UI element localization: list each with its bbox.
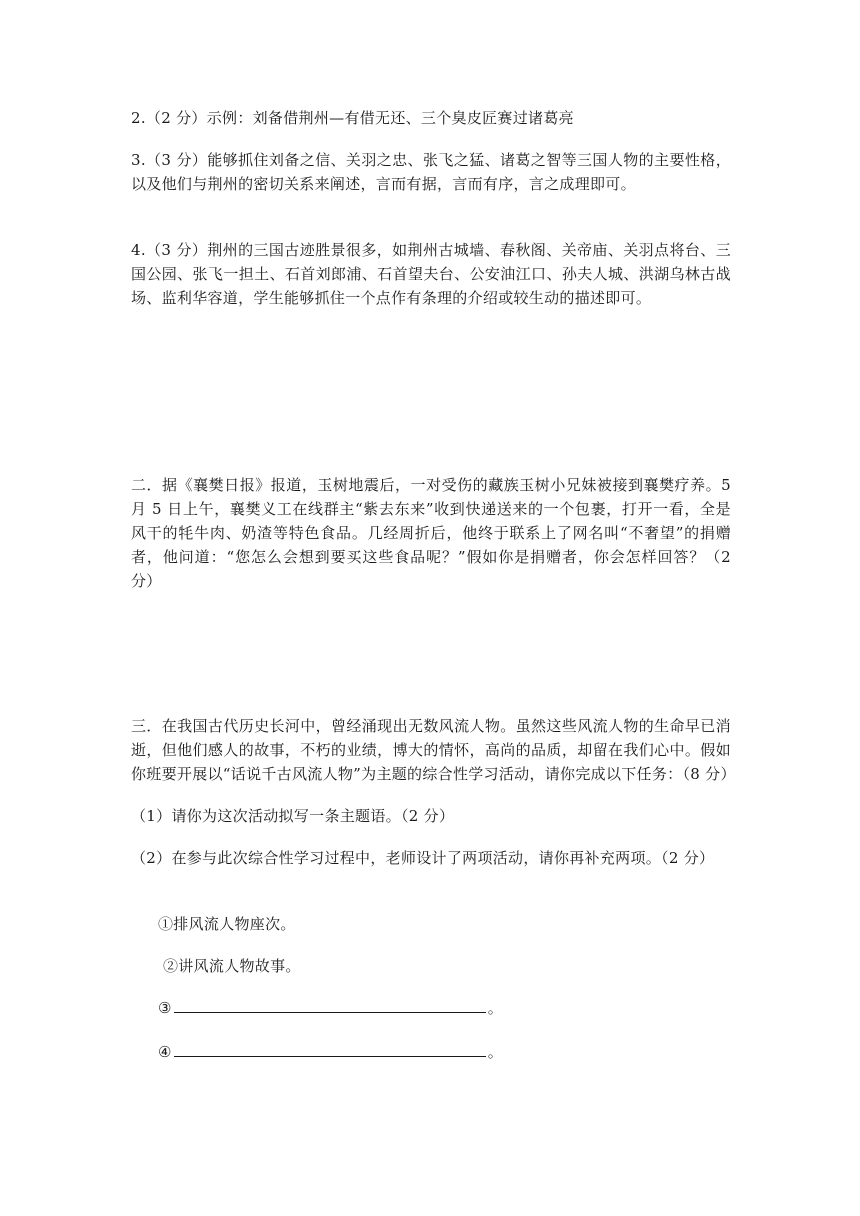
- section3-task1: （1）请你为这次活动拟写一条主题语。（2 分）: [131, 807, 455, 825]
- activity-item-4-label: ④: [158, 1043, 172, 1061]
- section3-intro: 三．在我国古代历史长河中，曾经涌现出无数风流人物。虽然这些风流人物的生命早已消逝，但他们感人的故事，不朽的业绩，博大的情怀，高尚的品质，却留在我们心中。假如你班要开展以“话说千古风流人物”为主题的综合性学习活动，请你完成以下任务：（8 分）: [131, 717, 736, 783]
- section3-task2: （2）在参与此次综合性学习过程中，老师设计了两项活动，请你再补充两项。（2 分）: [131, 849, 715, 867]
- activity-item-2: ②讲风流人物故事。: [163, 957, 301, 975]
- activity-item-3-end: 。: [487, 999, 504, 1017]
- activity-item-4-end: 。: [487, 1043, 504, 1061]
- activity-item-3-label: ③: [158, 999, 172, 1017]
- answer-q4: 4.（3 分）荆州的三国古迹胜景很多，如荆州古城墙、春秋阁、关帝庙、关羽点将台、三国公园、张飞一担土、石首刘郎浦、石首望夫台、公安油江口、孙夫人城、洪湖乌林古战场、监利华容道，学生能够抓住一个点作有条理的介绍或较生动的描述即可。: [131, 241, 731, 307]
- activity-item-4: [158, 1040, 758, 1064]
- answer-q2: 2.（2 分）示例：刘备借荆州—有借无还、三个臭皮匠赛过诸葛亮: [131, 109, 574, 127]
- activity-item-1: ①排风流人物座次。: [158, 915, 296, 933]
- answer-q3: 3.（3 分）能够抓住刘备之信、关羽之忠、张飞之猛、诸葛之智等三国人物的主要性格，以及他们与荆州的密切关系来阐述，言而有据，言而有序，言之成理即可。: [131, 151, 731, 193]
- activity-item-3-blank[interactable]: [174, 998, 486, 1013]
- activity-item-4-blank[interactable]: [174, 1042, 486, 1057]
- section2-question: 二．据《襄樊日报》报道，玉树地震后，一对受伤的藏族玉树小兄妹被接到襄樊疗养。5 月 5 日上午，襄樊义工在线群主“紫去东来”收到快递送来的一个包裹，打开一看，全是风干的牦牛肉、奶渣等特色食品。几经周折后，他终于联系上了网名叫“不奢望”的捐赠者，他问道：“您怎么会想到要买这些食品呢？”假如你是捐赠者，你会怎样回答？（2 分）: [131, 476, 731, 590]
- activity-item-3: [158, 996, 758, 1020]
